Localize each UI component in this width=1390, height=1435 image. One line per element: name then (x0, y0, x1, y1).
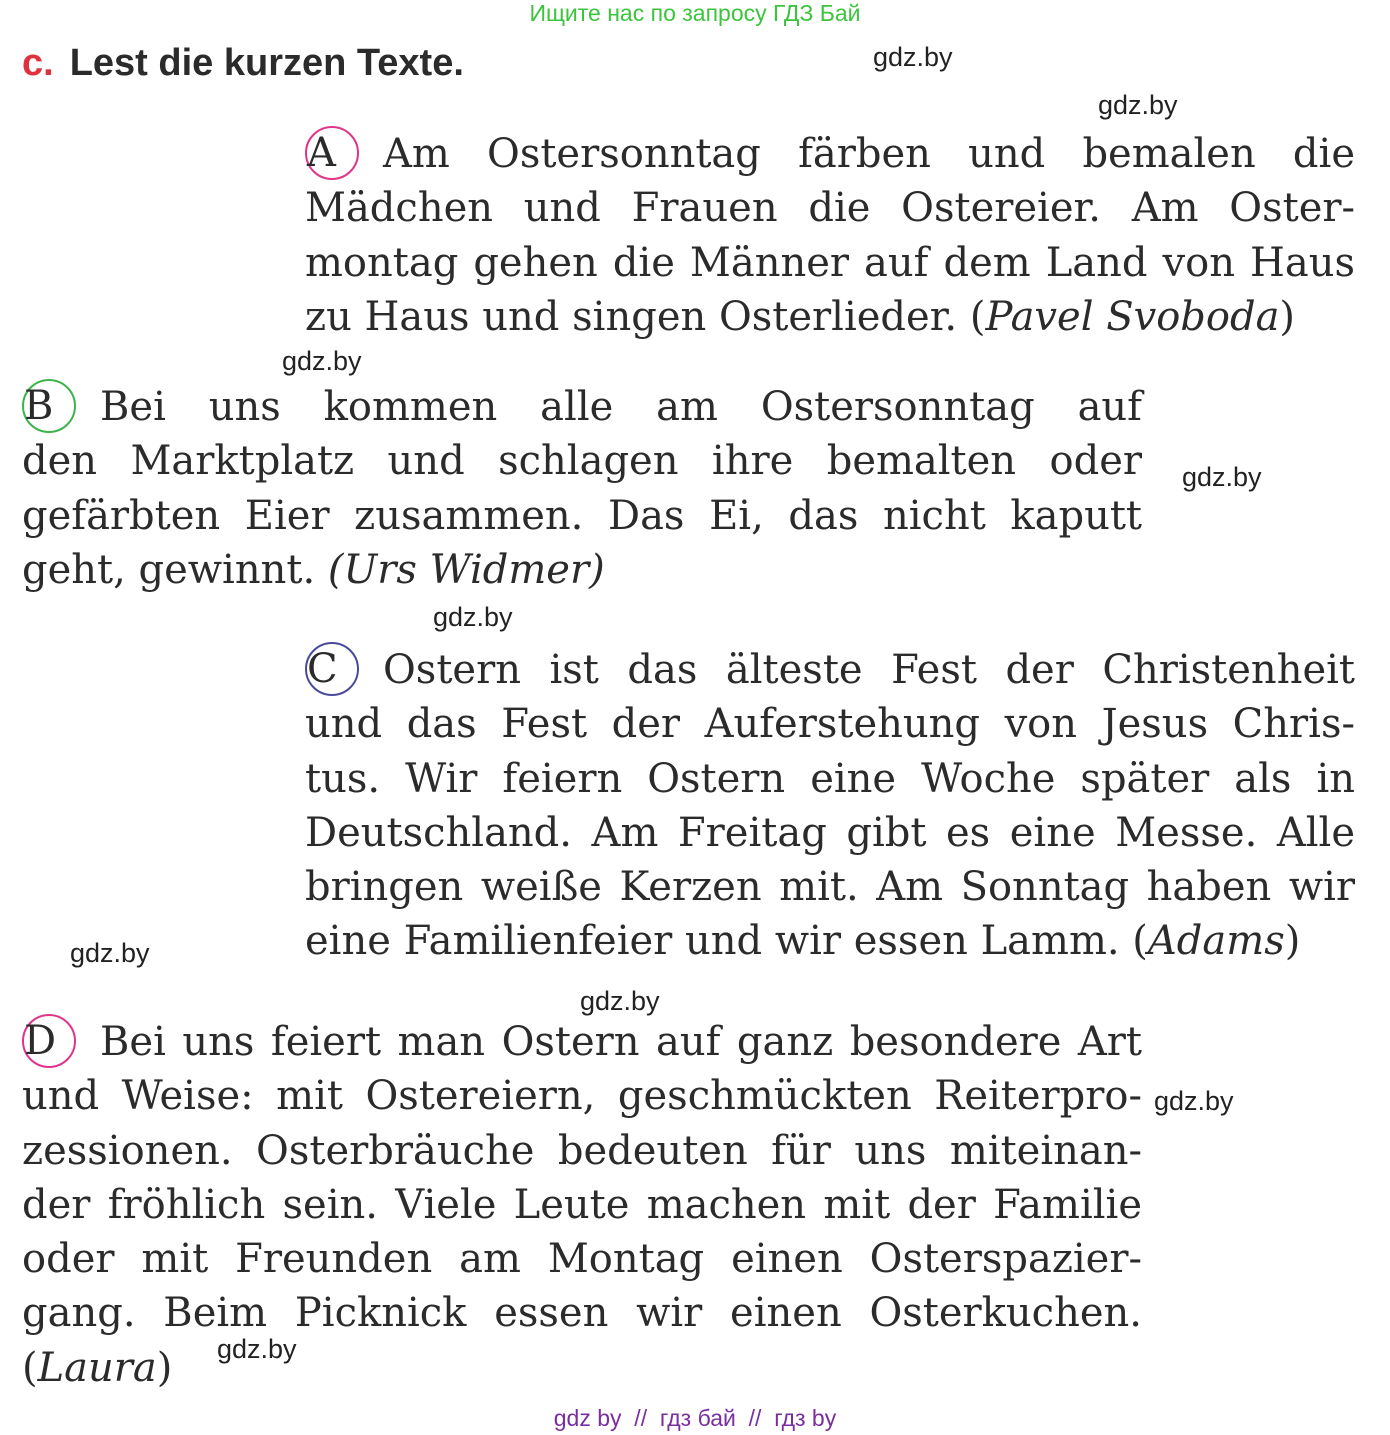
label-b-badge: B (22, 379, 76, 433)
watermark: gdz.by (433, 602, 513, 632)
text-line: montag gehen die Männer auf dem Land von Haus (305, 239, 1355, 286)
text-d (22, 1015, 1142, 1395)
text-line: zessionen. Osterbräuche bedeuten für uns miteinan- (22, 1127, 1142, 1174)
text-c (305, 643, 1355, 969)
text-line: Mädchen und Frauen die Ostereier. Am Oster- (305, 185, 1355, 232)
watermark: gdz.by (580, 986, 660, 1016)
footer-links: gdz by // гдз бай // гдз by (553, 1405, 837, 1431)
task-letter: c. (22, 42, 54, 84)
text-line: der fröhlich sein. Viele Leute machen mit der Familie (22, 1181, 1142, 1228)
author-c: Adams (1147, 918, 1285, 965)
text-line: tus. Wir feiern Ostern eine Woche später als in (305, 755, 1355, 802)
text-line: zu Haus und singen Osterlieder. (Pavel Svoboda) (305, 293, 1296, 340)
text-line: und das Fest der Auferstehung von Jesus Chris- (305, 701, 1355, 748)
watermark: gdz.by (217, 1334, 297, 1364)
author-d: Laura (37, 1344, 157, 1391)
label-c-badge: C (305, 642, 359, 696)
text-a (305, 127, 1355, 344)
text-line: gefärbten Eier zusammen. Das Ei, das nicht kaputt (22, 492, 1142, 539)
text-line: bringen weiße Kerzen mit. Am Sonntag haben wir (305, 864, 1355, 911)
text-line: und Weise: mit Ostereiern, geschmückten Reiterpro- (22, 1073, 1142, 1120)
watermark: gdz.by (1098, 90, 1178, 120)
text-line: Deutschland. Am Freitag gibt es eine Messe. Alle (305, 809, 1355, 856)
label-a-badge: A (305, 126, 359, 180)
author-a: Pavel Svoboda (985, 293, 1280, 340)
text-line: B Bei uns kommen alle am Ostersonntag auf (22, 380, 1142, 434)
text-line: C Ostern ist das älteste Fest der Christenheit (305, 643, 1355, 697)
top-banner: Ищите нас по запросу ГДЗ Бай (529, 0, 861, 26)
watermark: gdz.by (282, 346, 362, 376)
text-line: D Bei uns feiert man Ostern auf ganz besondere Art (22, 1015, 1142, 1069)
text-line: oder mit Freunden am Montag einen Osterspazier- (22, 1236, 1142, 1283)
task-heading (22, 42, 464, 85)
author-b: (Urs Widmer) (327, 546, 605, 593)
watermark: gdz.by (1154, 1086, 1234, 1116)
text-line: gang. Beim Picknick essen wir einen Osterkuchen. (22, 1290, 1142, 1337)
watermark: gdz.by (1182, 462, 1262, 492)
watermark: gdz.by (70, 938, 150, 968)
task-title: Lest die kurzen Texte. (69, 42, 464, 84)
text-line: eine Familienfeier und wir essen Lamm. (Adams) (305, 918, 1301, 965)
text-line: den Marktplatz und schlagen ihre bemalten oder (22, 438, 1142, 485)
text-line: (Laura) (22, 1344, 173, 1391)
watermark: gdz.by (873, 42, 953, 72)
text-b (22, 380, 1142, 597)
text-line: A Am Ostersonntag färben und bemalen die (305, 127, 1355, 181)
text-line: geht, gewinnt. (Urs Widmer) (22, 546, 605, 593)
label-d-badge: D (22, 1014, 76, 1068)
